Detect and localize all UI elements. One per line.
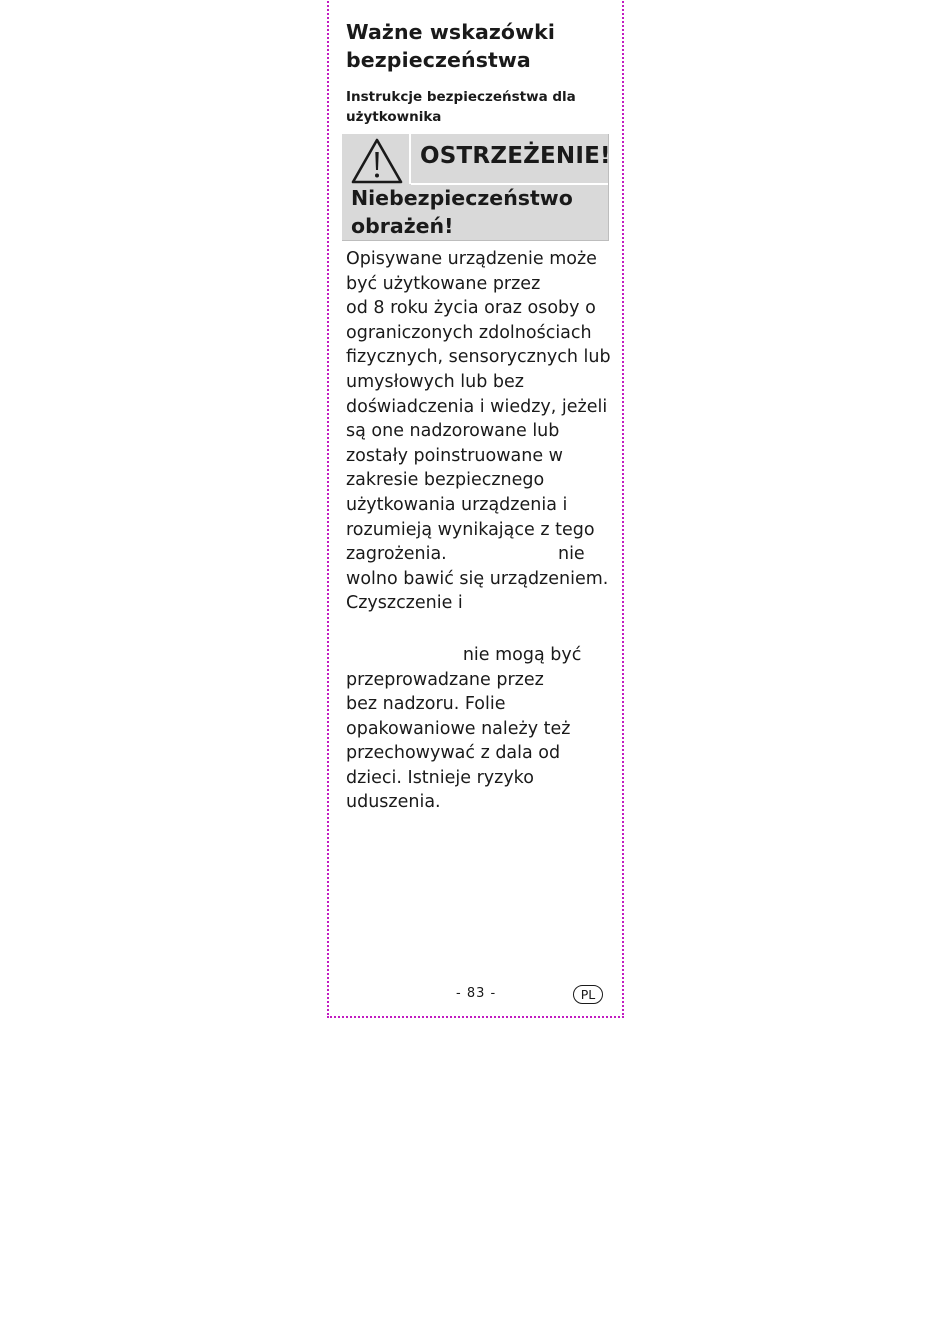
safety-body-text	[346, 247, 611, 815]
warning-text-line-2: obrażeń!	[351, 214, 454, 238]
body-line: Czyszczenie i	[346, 593, 463, 614]
body-line: ograniczonych zdolnościach	[346, 322, 592, 343]
warning-triangle-icon	[350, 137, 404, 185]
section-subtitle	[346, 87, 606, 127]
body-line: przeprowadzane przez	[346, 669, 544, 690]
body-line: rozumieją wynikające z tego	[346, 519, 595, 540]
body-line: wolno bawić się urządzeniem.	[346, 568, 609, 589]
title-line-2: bezpieczeństwa	[346, 48, 531, 72]
body-line: nie mogą być	[346, 644, 582, 665]
language-badge: PL	[573, 985, 603, 1004]
body-line: są one nadzorowane lub	[346, 421, 560, 442]
warning-text-line-1: Niebezpieczeństwo	[351, 186, 573, 210]
title-line-1: Ważne wskazówki	[346, 20, 556, 44]
body-line: Opisywane urządzenie może	[346, 249, 597, 269]
body-blank-line	[346, 616, 608, 643]
subtitle-line-1: Instrukcje bezpieczeństwa dla	[346, 89, 576, 105]
warning-text	[351, 184, 573, 240]
body-line: umysłowych lub bez	[346, 371, 524, 392]
warning-title: OSTRZEŻENIE!	[420, 143, 611, 169]
body-line: uduszenia.	[346, 792, 441, 813]
body-line: doświadczenia i wiedzy, jeżeli	[346, 396, 608, 417]
page-title	[346, 18, 606, 74]
heading-section	[346, 18, 606, 127]
body-line: zostały poinstruowane w	[346, 445, 563, 466]
warning-divider-vertical	[409, 134, 411, 184]
body-line: dzieci. Istnieje ryzyko	[346, 767, 534, 788]
warning-box	[342, 134, 609, 241]
body-line: opakowaniowe należy też	[346, 718, 571, 739]
body-line: użytkowania urządzenia i	[346, 494, 568, 515]
page-number: - 83 -	[456, 986, 497, 1001]
subtitle-line-2: użytkownika	[346, 109, 442, 125]
body-line: bez nadzoru. Folie	[346, 694, 506, 715]
body-line: być użytkowane przez	[346, 273, 541, 294]
body-line: zagrożenia. nie	[346, 544, 585, 565]
body-line: przechowywać z dala od	[346, 743, 561, 764]
body-line: od 8 roku życia oraz osoby o	[346, 298, 596, 319]
body-line: fizycznych, sensorycznych lub	[346, 347, 611, 368]
body-line: zakresie bezpiecznego	[346, 470, 545, 491]
